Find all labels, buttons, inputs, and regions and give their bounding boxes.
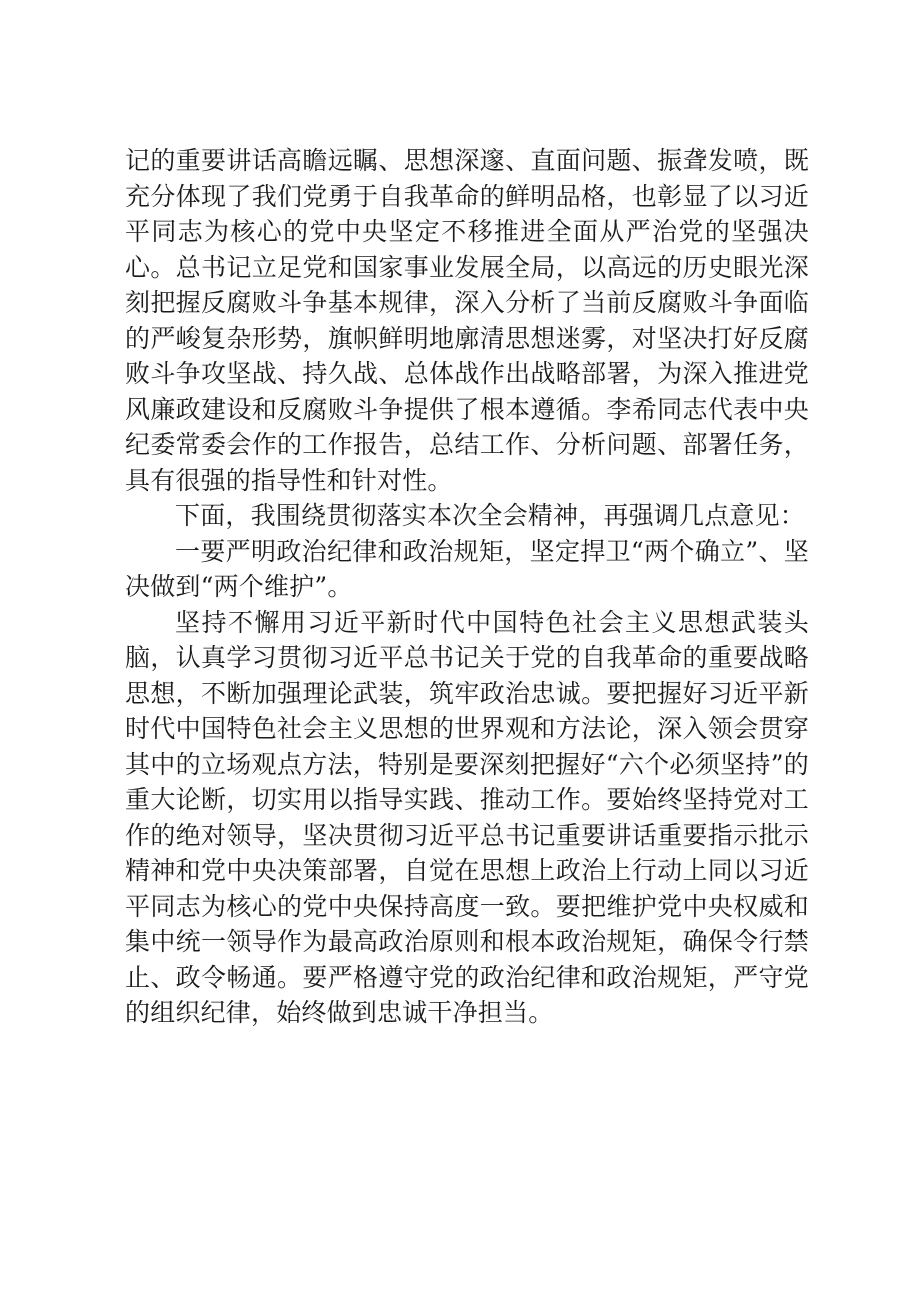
document-body (125, 143, 809, 1031)
paragraph-continuation: 记的重要讲话高瞻远瞩、思想深邃、直面问题、振聋发喷，既充分体现了我们党勇于自我革命的鲜明品格，也彰显了以习近平同志为核心的党中央坚定不移推进全面从严治党的坚强决心。总书记立足党和国家事业发展全局，以高远的历史眼光深刻把握反腐败斗争基本规律，深入分析了当前反腐败斗争面临的严峻复杂形势，旗帜鲜明地廓清思想迷雾，对坚决打好反腐败斗争攻坚战、持久战、总体战作出战略部署，为深入推进党风廉政建设和反腐败斗争提供了根本遵循。李希同志代表中央纪委常委会作的工作报告，总结工作、分析问题、部署任务，具有很强的指导性和针对性。 (125, 146, 809, 495)
paragraph-intro: 下面，我围绕贯彻落实本次全会精神，再强调几点意见： (175, 501, 806, 530)
paragraph-body: 坚持不懈用习近平新时代中国特色社会主义思想武装头脑，认真学习贯彻习近平总书记关于党的自我革命的重要战略思想，不断加强理论武装，筑牢政治忠诚。要把握好习近平新时代中国特色社会主义思想的世界观和方法论，深入领会贯穿其中的立场观点方法，特别是要深刻把握好“六个必须坚持”的重大论断，切实用以指导实践、推动工作。要始终坚持党对工作的绝对领导，坚决贯彻习近平总书记重要讲话重要指示批示精神和党中央决策部署，自觉在思想上政治上行动上同以习近平同志为核心的党中央保持高度一致。要把维护党中央权威和集中统一领导作为最高政治原则和根本政治规矩，确保令行禁止、政令畅通。要严格遵守党的政治纪律和政治规矩，严守党的组织纪律，始终做到忠诚干净担当。 (125, 607, 809, 1027)
paragraph-point-heading: 一要严明政治纪律和政治规矩，坚定捍卫“两个确立”、坚决做到“两个维护”。 (125, 536, 809, 601)
